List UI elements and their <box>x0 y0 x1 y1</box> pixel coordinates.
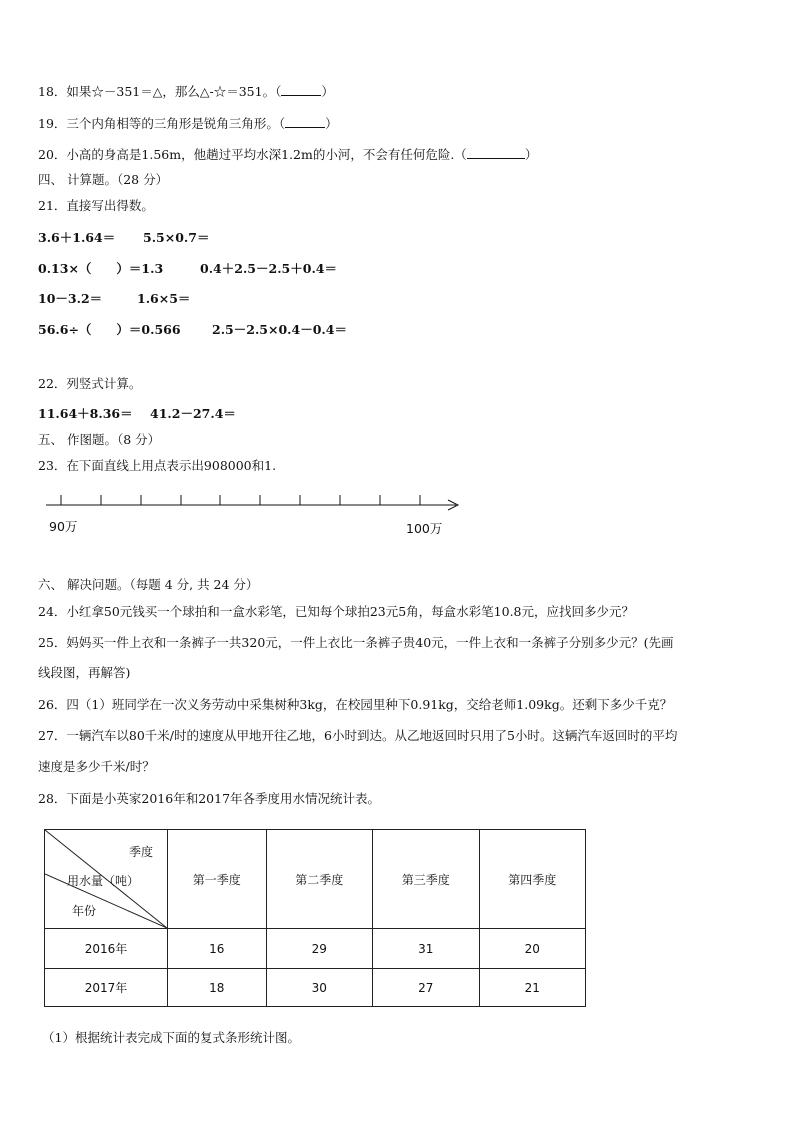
question-text: 三个内角相等的三角形是锐角三角形。（ <box>66 116 286 131</box>
question-number: 26． <box>38 697 67 712</box>
table-header-cell: 第三季度 <box>373 830 479 929</box>
question-25 <box>38 635 674 651</box>
table-cell: 21 <box>479 969 586 1007</box>
table-year-cell: 2016年 <box>45 929 168 969</box>
question-24 <box>38 604 634 620</box>
calc-item: 56.6÷（ ）＝0.566 <box>38 322 181 337</box>
calc-item: 2.5－2.5×0.4－0.4＝ <box>212 322 347 337</box>
calc-item: 10－3.2＝ <box>38 291 103 306</box>
question-text: 直接写出得数。 <box>66 198 154 213</box>
table-header-cell: 第二季度 <box>266 830 372 929</box>
question-27-line2: 速度是多少千米/时？ <box>38 759 155 774</box>
table-cell: 29 <box>266 929 372 969</box>
question-number: 27． <box>38 728 67 743</box>
water-usage-table <box>44 829 586 1007</box>
calc-item: 11.64＋8.36＝ <box>38 406 133 421</box>
table-cell: 30 <box>266 969 372 1007</box>
number-line-right-label: 100万 <box>406 521 443 536</box>
question-28-part-1: （1）根据统计表完成下面的复式条形统计图。 <box>42 1030 300 1045</box>
question-number: 21． <box>38 198 67 213</box>
corner-label-usage: 用水量（吨） <box>67 874 140 888</box>
question-26 <box>38 697 672 713</box>
section-4-title: 四、 计算题。（28 分） <box>38 172 169 187</box>
number-line-left-label: 90万 <box>49 519 78 534</box>
calc-item: 0.13×（ ）＝1.3 <box>38 261 164 276</box>
question-text: 如果☆－351＝△，那么△-☆＝351。（ <box>66 84 282 99</box>
table-cell: 16 <box>168 929 267 969</box>
question-number: 24． <box>38 604 67 619</box>
question-23 <box>38 458 276 474</box>
corner-label-quarter: 季度 <box>129 845 154 859</box>
question-number: 18． <box>38 84 67 99</box>
question-number: 28． <box>38 791 67 806</box>
question-number: 22． <box>38 376 67 391</box>
question-22 <box>38 376 141 392</box>
question-20: 20．小高的身高是1.56m，他趟过平均水深1.2m的小河，不会有任何危险.（ ） <box>38 147 538 162</box>
question-text: 小红拿50元钱买一个球拍和一盒水彩笔，已知每个球拍23元5角，每盒水彩笔10.8元，应找回多少元？ <box>66 604 635 619</box>
calc-item: 1.6×5＝ <box>137 291 191 306</box>
table-cell: 27 <box>373 969 479 1007</box>
question-number: 20． <box>38 147 67 162</box>
calc-item: 0.4＋2.5－2.5＋0.4＝ <box>200 261 337 276</box>
question-text: 四（1）班同学在一次义务劳动中采集树种3kg，在校园里种下0.91kg，交给老师1.09kg。还剩下多少千克？ <box>66 697 673 712</box>
table-header-cell: 第四季度 <box>479 830 586 929</box>
table-cell: 18 <box>168 969 267 1007</box>
question-text: 妈妈买一件上衣和一条裤子一共320元，一件上衣比一条裤子贵40元，一件上衣和一条裤子分别多少元？(先画 <box>66 635 674 650</box>
number-line-ticks <box>61 495 420 505</box>
question-25-line2: 线段图，再解答) <box>38 665 131 680</box>
section-6-title: 六、 解决问题。（每题 4 分, 共 24 分） <box>38 577 259 592</box>
table-cell: 20 <box>479 929 586 969</box>
answer-blank[interactable] <box>467 146 525 159</box>
question-number: 25． <box>38 635 67 650</box>
question-text: 在下面直线上用点表示出908000和1. <box>66 458 277 473</box>
answer-blank[interactable] <box>281 83 321 96</box>
question-21 <box>38 198 154 214</box>
number-line[interactable] <box>40 492 470 518</box>
answer-blank[interactable] <box>285 115 325 128</box>
table-header-cell: 第一季度 <box>168 830 267 929</box>
table-corner-header <box>45 830 168 929</box>
question-28 <box>38 791 380 807</box>
table-year-cell: 2017年 <box>45 969 168 1007</box>
question-18: 18．如果☆－351＝△，那么△-☆＝351。（ ） <box>38 84 334 99</box>
question-text: 列竖式计算。 <box>66 376 142 391</box>
section-5-title: 五、 作图题。（8 分） <box>38 432 161 447</box>
question-19: 19．三个内角相等的三角形是锐角三角形。（ ） <box>38 116 338 131</box>
question-number: 19． <box>38 116 67 131</box>
question-text: 小高的身高是1.56m，他趟过平均水深1.2m的小河，不会有任何危险.（ <box>66 147 467 162</box>
question-text: 下面是小英家2016年和2017年各季度用水情况统计表。 <box>66 791 381 806</box>
question-number: 23． <box>38 458 67 473</box>
calc-item: 41.2－27.4＝ <box>150 406 236 421</box>
question-27 <box>38 728 677 744</box>
corner-label-year: 年份 <box>72 904 97 918</box>
question-text: 一辆汽车以80千米/时的速度从甲地开往乙地，6小时到达。从乙地返回时只用了5小时。这辆汽车返回时的平均 <box>66 728 678 743</box>
table-cell: 31 <box>373 929 479 969</box>
calc-item: 5.5×0.7＝ <box>143 230 210 245</box>
table-row <box>45 929 586 969</box>
calc-item: 3.6＋1.64＝ <box>38 230 116 245</box>
table-row <box>45 969 586 1007</box>
